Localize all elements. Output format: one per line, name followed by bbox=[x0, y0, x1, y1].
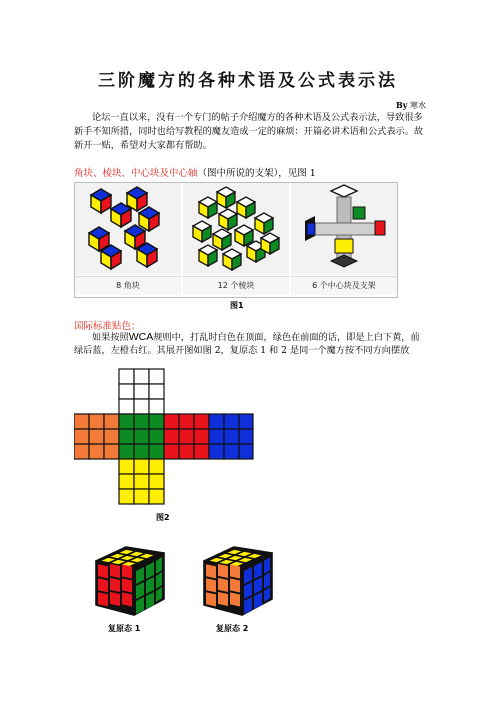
corners-image bbox=[75, 183, 181, 275]
figure2-label: 图2 bbox=[156, 513, 170, 522]
section1-heading: 角块、棱块、中心块及中心轴 bbox=[74, 168, 198, 179]
figure1 bbox=[74, 182, 398, 298]
intro-paragraph: 论坛一直以来，没有一个专门的帖子介绍魔方的各种术语及公式表示法，导致很多新手不知所措，同时也给写教程的魔友造成一定的麻烦：开篇必讲术语和公式表示。故新开一贴，希望对大家都有帮助。 bbox=[74, 112, 424, 151]
figure1-label: 图1 bbox=[230, 301, 244, 310]
panel-edges-caption: 12 个棱块 bbox=[183, 276, 289, 295]
section2-text-before: 如果按照 bbox=[92, 332, 129, 343]
section2-paragraph bbox=[74, 331, 426, 357]
net-face-back bbox=[209, 414, 253, 459]
wca-term: WCA bbox=[128, 331, 154, 343]
section2-heading: 国际标准贴色： bbox=[74, 321, 141, 332]
cube1-caption: 复原态 1 bbox=[108, 624, 141, 633]
panel-corners-caption: 8 角块 bbox=[75, 276, 181, 295]
net-face-right bbox=[164, 414, 209, 459]
centers-image bbox=[291, 183, 397, 275]
cube2-illustration bbox=[200, 543, 276, 619]
corner-pieces-illustration bbox=[75, 183, 181, 275]
panel-centers bbox=[291, 183, 397, 296]
author-prefix: By bbox=[396, 100, 408, 110]
author-line bbox=[396, 100, 426, 111]
panel-centers-caption: 6 个中心块及支架 bbox=[291, 276, 397, 295]
figure2-cube-net bbox=[74, 368, 254, 510]
section2-text-after: 规则中，打乱时白色在顶面，绿色在前面的话，即是上白下黄，前绿后蓝，左橙右红。其展开图如图 2，复原态 1 和 2 是同一个魔方按不同方向摆放 bbox=[74, 332, 420, 356]
panel-corners bbox=[75, 183, 181, 296]
cube2-caption: 复原态 2 bbox=[216, 624, 249, 633]
net-face-front bbox=[119, 414, 164, 459]
center-core-illustration bbox=[291, 183, 397, 275]
solved-cube-2 bbox=[200, 543, 276, 623]
section1-heading-line bbox=[74, 165, 316, 179]
edge-pieces-illustration bbox=[183, 183, 289, 275]
net-face-up bbox=[119, 369, 164, 414]
net-face-left bbox=[74, 414, 119, 459]
author-name: 寒水 bbox=[410, 101, 426, 110]
section1-heading-suffix: （图中所说的支架），见图 1 bbox=[197, 168, 316, 179]
edges-image bbox=[183, 183, 289, 275]
net-face-down bbox=[119, 459, 164, 504]
panel-edges bbox=[183, 183, 289, 296]
cube1-illustration bbox=[92, 543, 168, 619]
solved-cube-1 bbox=[92, 543, 168, 623]
page-title: 三阶魔方的各种术语及公式表示法 bbox=[98, 71, 398, 91]
cube-net-diagram bbox=[74, 368, 254, 506]
